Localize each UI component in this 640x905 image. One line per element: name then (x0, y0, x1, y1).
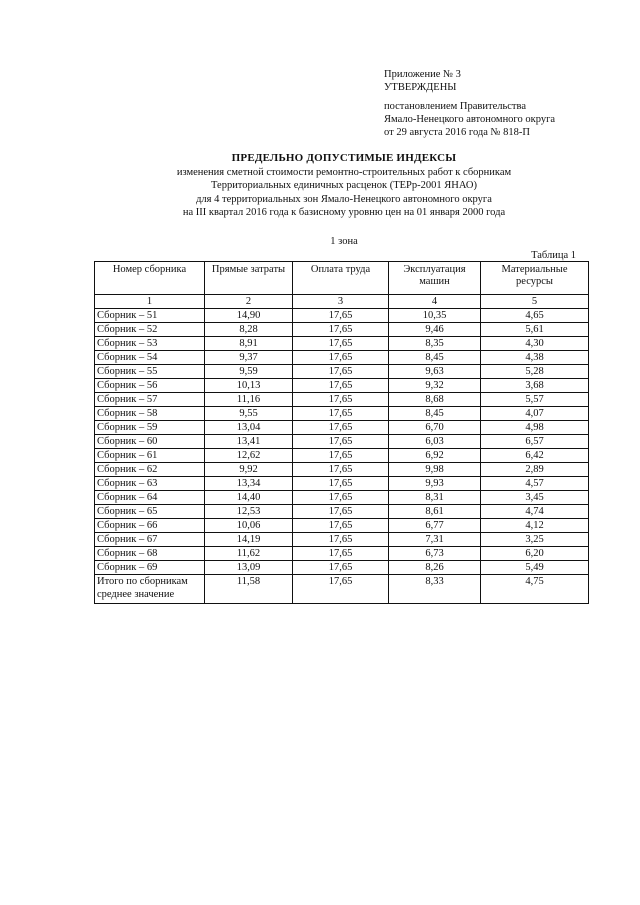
machines-value: 6,73 (389, 547, 481, 561)
machines-value: 7,31 (389, 533, 481, 547)
materials-value: 6,20 (481, 547, 589, 561)
column-header-machines: Эксплуатация машин (389, 262, 481, 295)
labor-value: 17,65 (293, 323, 389, 337)
labor-value: 17,65 (293, 547, 389, 561)
table-row (95, 463, 589, 477)
labor-value: 17,65 (293, 393, 389, 407)
labor-value: 17,65 (293, 519, 389, 533)
collection-name: Сборник – 62 (95, 463, 205, 477)
direct-costs-value: 9,55 (205, 407, 293, 421)
total-materials: 4,75 (481, 575, 589, 604)
direct-costs-value: 10,13 (205, 379, 293, 393)
machines-value: 9,63 (389, 365, 481, 379)
collection-name: Сборник – 55 (95, 365, 205, 379)
column-header-direct-costs: Прямые затраты (205, 262, 293, 295)
labor-value: 17,65 (293, 449, 389, 463)
materials-value: 5,28 (481, 365, 589, 379)
labor-value: 17,65 (293, 463, 389, 477)
direct-costs-value: 13,09 (205, 561, 293, 575)
collection-name: Сборник – 59 (95, 421, 205, 435)
materials-value: 5,49 (481, 561, 589, 575)
subtitle-line-1: изменения сметной стоимости ремонтно-строительных работ к сборникам (176, 166, 512, 178)
machines-value: 8,26 (389, 561, 481, 575)
table-row (95, 547, 589, 561)
table-row (95, 309, 589, 323)
machines-value: 6,92 (389, 449, 481, 463)
materials-value: 5,61 (481, 323, 589, 337)
table-row (95, 393, 589, 407)
table-label: Таблица 1 (531, 250, 576, 261)
appendix-number: Приложение № 3 (384, 69, 461, 80)
total-direct-costs: 11,58 (205, 575, 293, 604)
collection-name: Сборник – 66 (95, 519, 205, 533)
table-row (95, 421, 589, 435)
direct-costs-value: 9,92 (205, 463, 293, 477)
direct-costs-value: 9,59 (205, 365, 293, 379)
materials-value: 3,45 (481, 491, 589, 505)
column-number: 1 (95, 295, 205, 309)
column-number-row (95, 295, 589, 309)
direct-costs-value: 14,90 (205, 309, 293, 323)
materials-value: 4,30 (481, 337, 589, 351)
labor-value: 17,65 (293, 533, 389, 547)
zone-label: 1 зона (330, 236, 358, 247)
collection-name: Сборник – 67 (95, 533, 205, 547)
materials-value: 5,57 (481, 393, 589, 407)
subtitle-line-3: для 4 территориальных зон Ямало-Ненецкого автономного округа (196, 193, 492, 205)
document-title: ПРЕДЕЛЬНО ДОПУСТИМЫЕ ИНДЕКСЫ (231, 152, 457, 164)
machines-value: 9,98 (389, 463, 481, 477)
machines-value: 8,61 (389, 505, 481, 519)
collection-name: Сборник – 65 (95, 505, 205, 519)
machines-value: 9,32 (389, 379, 481, 393)
approval-date-line: от 29 августа 2016 года № 818-П (384, 127, 531, 138)
machines-value: 10,35 (389, 309, 481, 323)
table-body (95, 309, 589, 575)
subtitle-line-2: Территориальных единичных расценок (ТЕРр-2001 ЯНАО) (211, 180, 477, 191)
direct-costs-value: 11,62 (205, 547, 293, 561)
table-row (95, 533, 589, 547)
materials-value: 4,57 (481, 477, 589, 491)
table-header-row (95, 262, 589, 295)
direct-costs-value: 12,53 (205, 505, 293, 519)
collection-name: Сборник – 60 (95, 435, 205, 449)
labor-value: 17,65 (293, 407, 389, 421)
direct-costs-value: 8,91 (205, 337, 293, 351)
table-row (95, 351, 589, 365)
collection-name: Сборник – 61 (95, 449, 205, 463)
materials-value: 4,07 (481, 407, 589, 421)
table-row (95, 407, 589, 421)
approval-region-line: Ямало-Ненецкого автономного округа (384, 114, 556, 125)
labor-value: 17,65 (293, 505, 389, 519)
table-row (95, 323, 589, 337)
direct-costs-value: 13,34 (205, 477, 293, 491)
total-label-line-1: Итого по сборникам (97, 576, 188, 587)
machines-value: 8,45 (389, 351, 481, 365)
total-machines: 8,33 (389, 575, 481, 604)
column-number: 4 (389, 295, 481, 309)
materials-value: 6,42 (481, 449, 589, 463)
direct-costs-value: 12,62 (205, 449, 293, 463)
materials-value: 3,68 (481, 379, 589, 393)
materials-value: 3,25 (481, 533, 589, 547)
column-header-collection: Номер сборника (95, 262, 205, 295)
collection-name: Сборник – 57 (95, 393, 205, 407)
collection-name: Сборник – 54 (95, 351, 205, 365)
table-row (95, 337, 589, 351)
machines-value: 8,68 (389, 393, 481, 407)
labor-value: 17,65 (293, 309, 389, 323)
table-row (95, 379, 589, 393)
direct-costs-value: 11,16 (205, 393, 293, 407)
machines-value: 9,93 (389, 477, 481, 491)
table-row (95, 435, 589, 449)
collection-name: Сборник – 69 (95, 561, 205, 575)
materials-value: 4,12 (481, 519, 589, 533)
document-heading (100, 152, 588, 220)
collection-name: Сборник – 56 (95, 379, 205, 393)
total-label (95, 575, 205, 604)
approval-block (384, 68, 624, 139)
subtitle-line-4: на III квартал 2016 года к базисному уровню цен на 01 января 2000 года (182, 207, 506, 218)
table-row (95, 519, 589, 533)
collection-name: Сборник – 51 (95, 309, 205, 323)
machines-value: 9,46 (389, 323, 481, 337)
table-row (95, 449, 589, 463)
labor-value: 17,65 (293, 365, 389, 379)
total-labor: 17,65 (293, 575, 389, 604)
collection-name: Сборник – 68 (95, 547, 205, 561)
machines-value: 8,45 (389, 407, 481, 421)
labor-value: 17,65 (293, 477, 389, 491)
approval-authority-line: постановлением Правительства (384, 101, 527, 112)
labor-value: 17,65 (293, 435, 389, 449)
collection-name: Сборник – 64 (95, 491, 205, 505)
materials-value: 4,38 (481, 351, 589, 365)
collection-name: Сборник – 58 (95, 407, 205, 421)
labor-value: 17,65 (293, 337, 389, 351)
materials-value: 4,65 (481, 309, 589, 323)
column-number: 5 (481, 295, 589, 309)
table-row (95, 491, 589, 505)
materials-value: 4,74 (481, 505, 589, 519)
labor-value: 17,65 (293, 421, 389, 435)
materials-value: 2,89 (481, 463, 589, 477)
labor-value: 17,65 (293, 379, 389, 393)
column-header-materials: Материальные ресурсы (481, 262, 589, 295)
collection-name: Сборник – 63 (95, 477, 205, 491)
labor-value: 17,65 (293, 491, 389, 505)
labor-value: 17,65 (293, 561, 389, 575)
collection-name: Сборник – 52 (95, 323, 205, 337)
column-number: 3 (293, 295, 389, 309)
approved-label: УТВЕРЖДЕНЫ (384, 82, 457, 93)
column-number: 2 (205, 295, 293, 309)
direct-costs-value: 9,37 (205, 351, 293, 365)
direct-costs-value: 13,41 (205, 435, 293, 449)
machines-value: 6,70 (389, 421, 481, 435)
indices-table (94, 261, 589, 604)
machines-value: 6,03 (389, 435, 481, 449)
table-row (95, 477, 589, 491)
machines-value: 8,35 (389, 337, 481, 351)
total-label-line-2: среднее значение (97, 589, 175, 600)
total-row (95, 575, 589, 604)
direct-costs-value: 8,28 (205, 323, 293, 337)
labor-value: 17,65 (293, 351, 389, 365)
direct-costs-value: 13,04 (205, 421, 293, 435)
collection-name: Сборник – 53 (95, 337, 205, 351)
machines-value: 8,31 (389, 491, 481, 505)
direct-costs-value: 10,06 (205, 519, 293, 533)
direct-costs-value: 14,19 (205, 533, 293, 547)
table-row (95, 505, 589, 519)
machines-value: 6,77 (389, 519, 481, 533)
table-row (95, 365, 589, 379)
materials-value: 4,98 (481, 421, 589, 435)
column-header-labor: Оплата труда (293, 262, 389, 295)
direct-costs-value: 14,40 (205, 491, 293, 505)
table-row (95, 561, 589, 575)
materials-value: 6,57 (481, 435, 589, 449)
